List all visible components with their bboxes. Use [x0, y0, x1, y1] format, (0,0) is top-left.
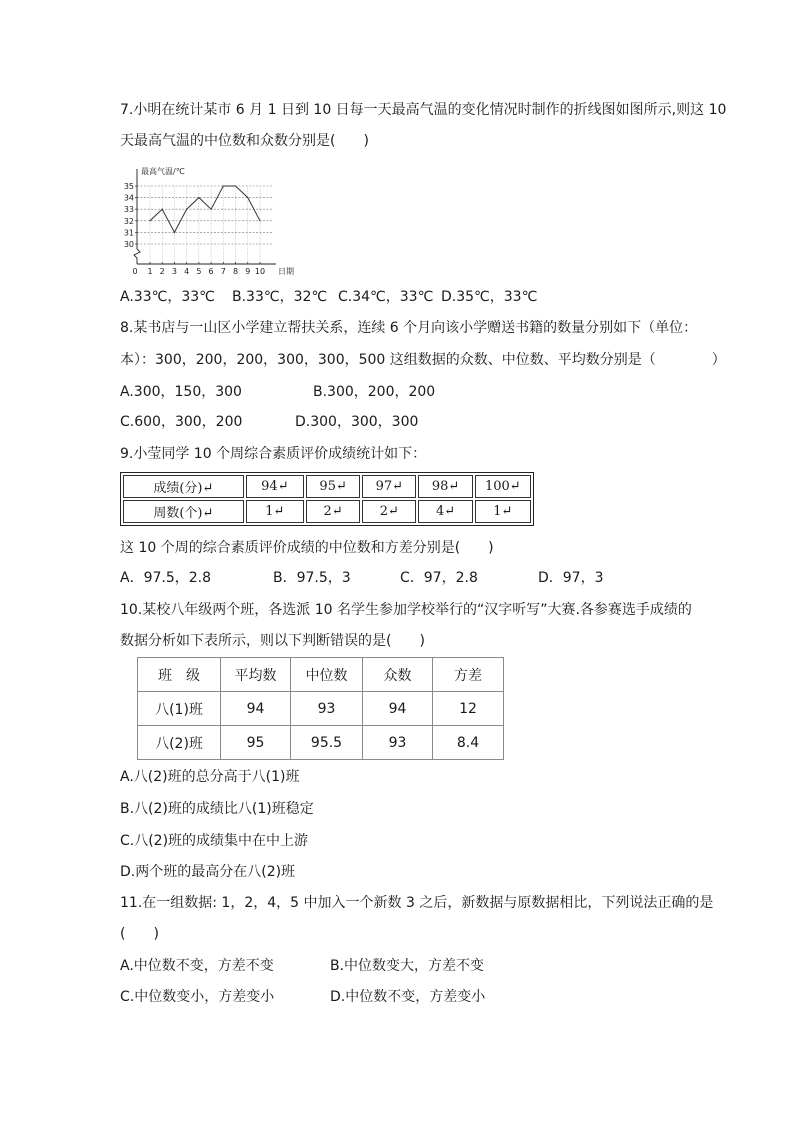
x-tick-label: 9 [245, 267, 251, 276]
table-cell: 100↵ [475, 475, 531, 498]
q9-question: 这 10 个周的综合素质评价成绩的中位数和方差分别是( ) [120, 540, 494, 556]
q8-stem-line2: 本）：300，200，200，300，300，500 这组数据的众数、中位数、平均数分别是（ ） [120, 352, 726, 368]
table-cell: 95 [221, 726, 291, 760]
data-point-day-5 [198, 197, 199, 198]
table-cell: 八(1)班 [138, 692, 221, 726]
x-tick-label: 5 [196, 267, 202, 276]
table-cell: 94↵ [246, 475, 304, 498]
table-cell: 93 [291, 692, 363, 726]
data-point-day-3 [174, 232, 175, 233]
q7-option-b[interactable]: B.33℃，32℃ [232, 289, 328, 305]
y-tick-label: 33 [123, 205, 134, 215]
x-tick-label: 4 [184, 267, 190, 276]
q11-stem-line2: ( ) [120, 926, 159, 942]
y-axis [134, 169, 140, 264]
q10-option-c[interactable]: C.八(2)班的成绩集中在中上游 [120, 833, 309, 849]
table-cell: 94 [363, 692, 433, 726]
x-tick-label: 2 [159, 267, 165, 276]
q7-option-a[interactable]: A.33℃，33℃ [120, 289, 215, 305]
q8-stem-line1: 8.某书店与一山区小学建立帮扶关系，连续 6 个月向该小学赠送书籍的数量分别如下（单位： [120, 320, 698, 336]
data-point-day-4 [186, 209, 187, 210]
table-row [123, 500, 531, 523]
y-tick-label: 31 [123, 228, 134, 238]
x-tick-label: 7 [220, 267, 226, 276]
table-cell: 2↵ [362, 500, 416, 523]
table-cell: 94 [221, 692, 291, 726]
q10-option-a[interactable]: A.八(2)班的总分高于八(1)班 [120, 769, 300, 785]
table-cell: 95↵ [306, 475, 360, 498]
x-tick-label: 10 [254, 267, 266, 276]
q8-option-d[interactable]: D.300，300，300 [295, 414, 419, 430]
table-cell: 1↵ [246, 500, 304, 523]
table-cell: 4↵ [418, 500, 472, 523]
q7-option-d[interactable]: D.35℃，33℃ [441, 289, 538, 305]
table-cell: 95.5 [291, 726, 363, 760]
q9-option-b[interactable]: B．97.5，3 [273, 570, 351, 586]
q9-option-a[interactable]: A．97.5，2.8 [120, 570, 212, 586]
data-point-day-1 [149, 220, 150, 221]
q10-stem-line1: 10.某校八年级两个班，各选派 10 名学生参加学校举行的“汉字听写”大赛.各参赛选手成绩的 [120, 602, 692, 618]
x-tick-label: 3 [171, 267, 177, 276]
temperature-line-chart [120, 163, 300, 279]
q8-option-b[interactable]: B.300，200，200 [313, 384, 436, 400]
table-cell: 93 [363, 726, 433, 760]
table-cell: 8.4 [433, 726, 504, 760]
data-point-day-6 [211, 209, 212, 210]
q9-option-d[interactable]: D．97，3 [538, 570, 604, 586]
x-tick-label: 6 [208, 267, 214, 276]
table-header-row [138, 658, 504, 692]
table-cell: 成绩(分)↵ [123, 475, 244, 498]
x-axis-title: 日期 [278, 267, 294, 276]
y-tick-label: 34 [123, 193, 134, 203]
table-header-cell: 平均数 [221, 658, 291, 692]
table-header-cell: 众数 [363, 658, 433, 692]
q11-option-b[interactable]: B.中位数变大，方差不变 [330, 958, 485, 974]
x-tick-label: 1 [147, 267, 153, 276]
q11-option-d[interactable]: D.中位数不变，方差变小 [330, 989, 486, 1005]
q10-option-d[interactable]: D.两个班的最高分在八(2)班 [120, 864, 296, 880]
table-cell: 周数(个)↵ [123, 500, 244, 523]
q11-stem-line1: 11.在一组数据: 1，2，4，5 中加入一个新数 3 之后，新数据与原数据相比，下列说法正确的是 [120, 895, 714, 911]
q9-option-c[interactable]: C．97，2.8 [400, 570, 478, 586]
data-point-day-10 [259, 220, 260, 221]
y-tick-label: 32 [123, 216, 134, 226]
origin-label: 0 [132, 267, 138, 276]
q8-option-a[interactable]: A.300，150，300 [120, 384, 242, 400]
table-cell: 2↵ [306, 500, 360, 523]
q7-stem-line2: 天最高气温的中位数和众数分别是( ) [120, 133, 369, 149]
data-point-day-8 [235, 185, 236, 186]
table-cell: 八(2)班 [138, 726, 221, 760]
y-tick-label: 30 [123, 240, 134, 249]
data-point-day-9 [247, 197, 248, 198]
q10-stem-line2: 数据分析如下表所示，则以下判断错误的是( ) [120, 633, 425, 649]
table-row [138, 692, 504, 726]
table-cell: 12 [433, 692, 504, 726]
table-cell: 97↵ [362, 475, 416, 498]
y-axis-title: 最高气温/℃ [141, 167, 185, 176]
table-cell: 98↵ [418, 475, 472, 498]
table-header-cell: 班 级 [138, 658, 221, 692]
table-header-cell: 中位数 [291, 658, 363, 692]
table-header-cell: 方差 [433, 658, 504, 692]
table-row [138, 726, 504, 760]
data-point-day-2 [162, 209, 163, 210]
q7-stem-line1: 7.小明在统计某市 6 月 1 日到 10 日每一天最高气温的变化情况时制作的折线图如图所示,则这 10 [120, 102, 727, 118]
q8-option-c[interactable]: C.600，300，200 [120, 414, 243, 430]
q9-stem: 9.小莹同学 10 个周综合素质评价成绩统计如下： [120, 446, 427, 462]
q7-option-c[interactable]: C.34℃，33℃ [338, 289, 434, 305]
x-tick-label: 8 [232, 267, 239, 276]
q9-score-table [120, 472, 534, 526]
y-tick-label: 35 [123, 182, 134, 191]
q10-class-stats-table [137, 657, 504, 760]
data-point-day-7 [223, 185, 224, 186]
table-row [123, 475, 531, 498]
table-cell: 1↵ [475, 500, 531, 523]
q11-option-c[interactable]: C.中位数变小，方差变小 [120, 989, 275, 1005]
q11-option-a[interactable]: A.中位数不变，方差不变 [120, 958, 274, 974]
q10-option-b[interactable]: B.八(2)班的成绩比八(1)班稳定 [120, 801, 314, 817]
